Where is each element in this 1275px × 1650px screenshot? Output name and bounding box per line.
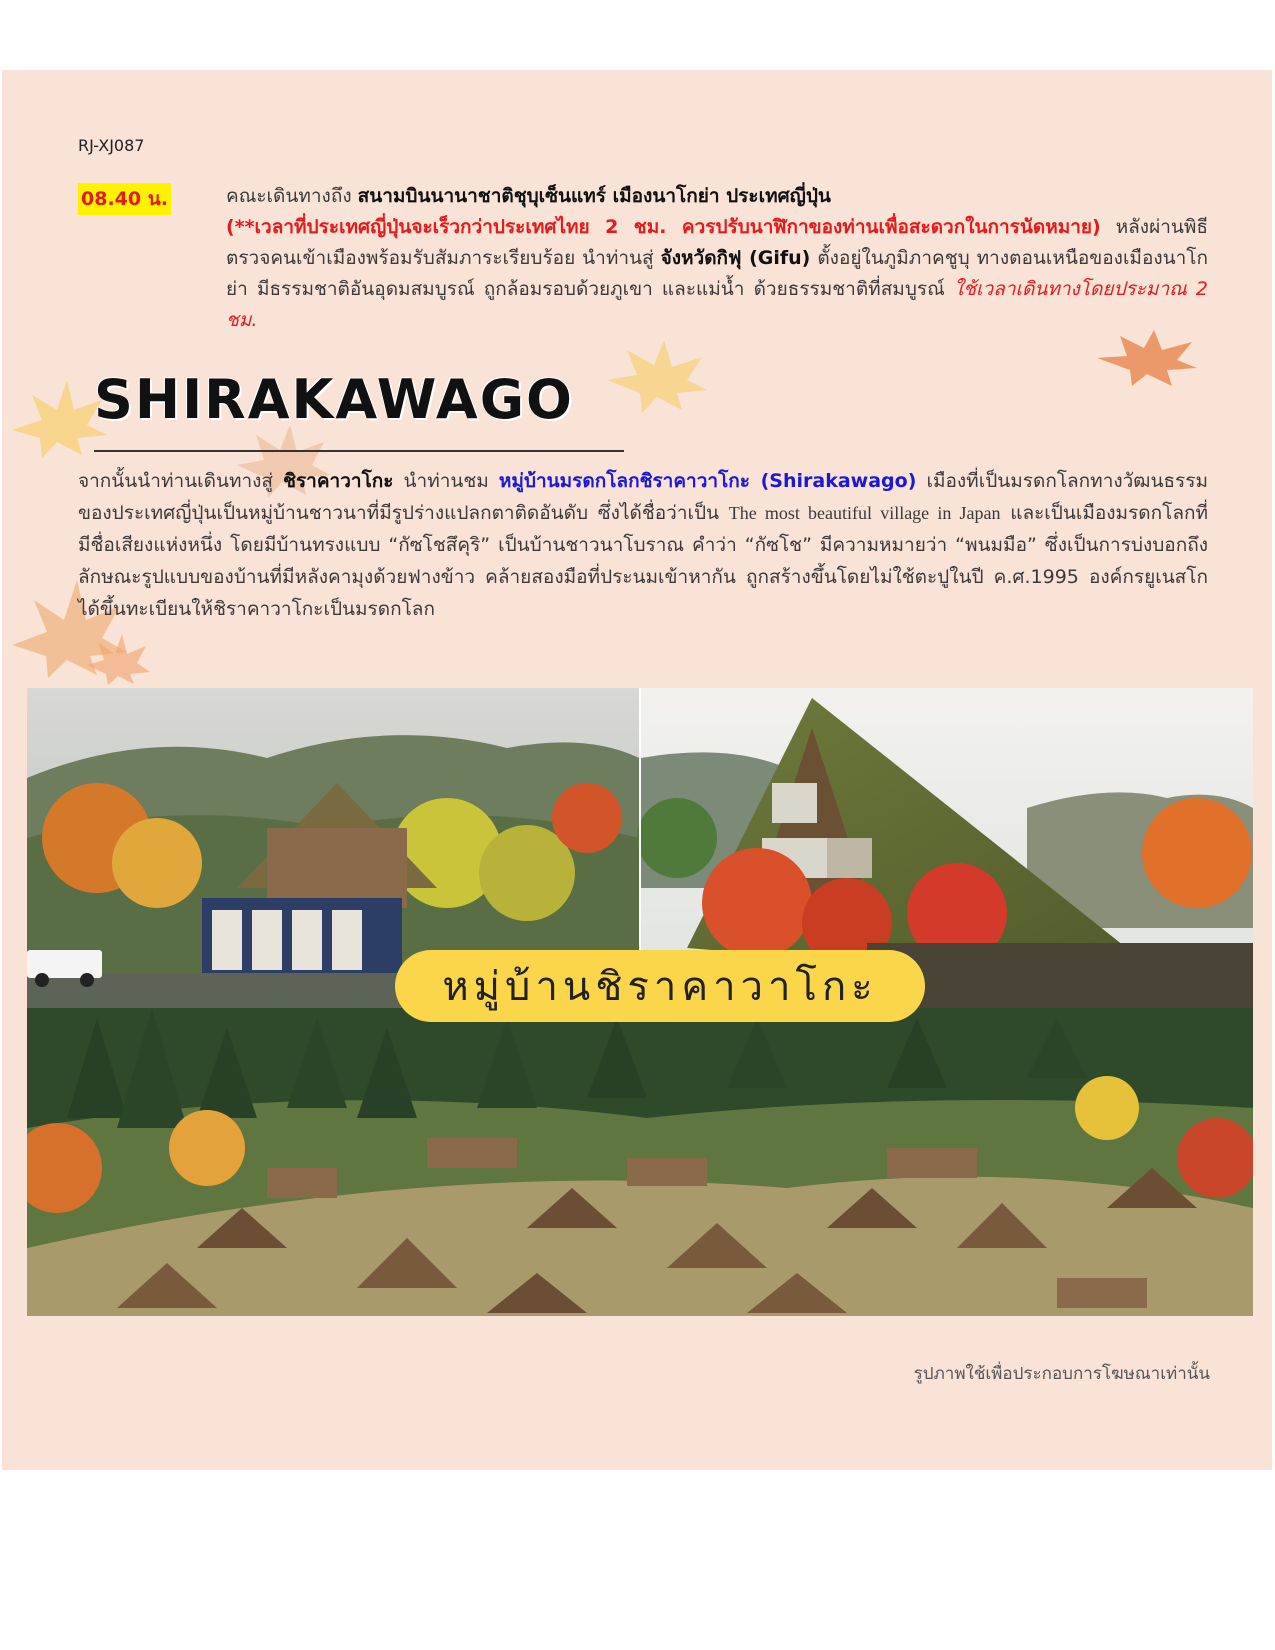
maple-leaf-icon bbox=[82, 630, 152, 685]
schedule-text: คณะเดินทางถึง bbox=[226, 185, 358, 207]
schedule-paragraph bbox=[226, 181, 1208, 336]
maple-leaf-icon bbox=[1092, 328, 1202, 388]
photo-disclaimer: รูปภาพใช้เพื่อประกอบการโฆษณาเท่านั้น bbox=[913, 1364, 1210, 1384]
title-underline bbox=[94, 450, 624, 452]
schedule-text: หลังผ่านพิธีตรวจคนเข้าเมืองพร้อมรับสัมภาระเรียบร้อย นำท่านสู่ bbox=[226, 216, 1208, 269]
document-code: RJ-XJ087 bbox=[78, 136, 145, 155]
description-text: จากนั้นนำท่านเดินทางสู่ bbox=[78, 470, 284, 492]
section-title: SHIRAKAWAGO bbox=[94, 368, 574, 431]
timezone-note: (**เวลาที่ประเทศญี่ปุ่นจะเร็วกว่าประเทศไทย 2 ชม. ควรปรับนาฬิกาของท่านเพื่อสะดวกในการนัดหมาย) bbox=[226, 216, 1101, 238]
description-text: และเป็นเมืองมรดกโลกที่มีชื่อเสียงแห่งหนึ่ง โดยมีบ้านทรงแบบ “กัซโชสึคุริ” เป็นบ้านชาวนาโบราณ คำว่า “กัซโช” มีความหมายว่า “พนมมือ” ซึ่งเป็นการบ่งบอกถึงลักษณะรูปแบบของบ้านที่มีหลังคามุงด้วยฟางข้าว คล้ายสองมือที่ประนมเข้าหากัน ถูกสร้างขึ้นโดยไม่ใช้ตะปูในปี ค.ศ.1995 องค์กรยูเนสโกได้ขึ้นทะเบียนให้ชิราคาวาโกะเป็นมรดกโลก bbox=[78, 502, 1208, 620]
photo-label-badge: หมู่บ้านชิราคาวาโกะ bbox=[395, 950, 925, 1022]
english-phrase: The most beautiful village in Japan bbox=[728, 503, 1001, 523]
description-text: นำท่านชม bbox=[393, 470, 499, 492]
maple-leaf-icon bbox=[602, 335, 712, 415]
schedule-text: ตั้งอยู่ในภูมิภาคชูบุ ทางตอนเหนือของเมืองนาโกย่า มีธรรมชาติอันอุดมสมบูรณ์ ถูกล้อมรอบด้วยภูเขา และแม่น้ำ ด้วยธรรมชาติที่สมบูรณ์ bbox=[226, 247, 1209, 300]
schedule-time: 08.40 น. bbox=[78, 183, 171, 215]
description-text: เมืองที่เป็นมรดกโลกทางวัฒนธรรมของประเทศญี่ปุ่นเป็นหมู่บ้านชาวนาที่มีรูปร่างแปลกตาติดอันดับ ซึ่งได้ชื่อว่าเป็น bbox=[78, 470, 1208, 524]
travel-time-note: ใช้เวลาเดินทางโดยประมาณ 2 ชม. bbox=[226, 278, 1208, 331]
heritage-village-name: หมู่บ้านมรดกโลกชิราคาวาโกะ (Shirakawago) bbox=[498, 470, 917, 492]
province-name: จังหวัดกิฟุ (Gifu) bbox=[660, 247, 811, 269]
description-paragraph bbox=[78, 465, 1208, 625]
airport-name: สนามบินนานาชาติชุบุเซ็นแทร์ เมืองนาโกย่า ประเทศญี่ปุ่น bbox=[357, 185, 831, 207]
place-name: ชิราคาวาโกะ bbox=[283, 470, 394, 492]
